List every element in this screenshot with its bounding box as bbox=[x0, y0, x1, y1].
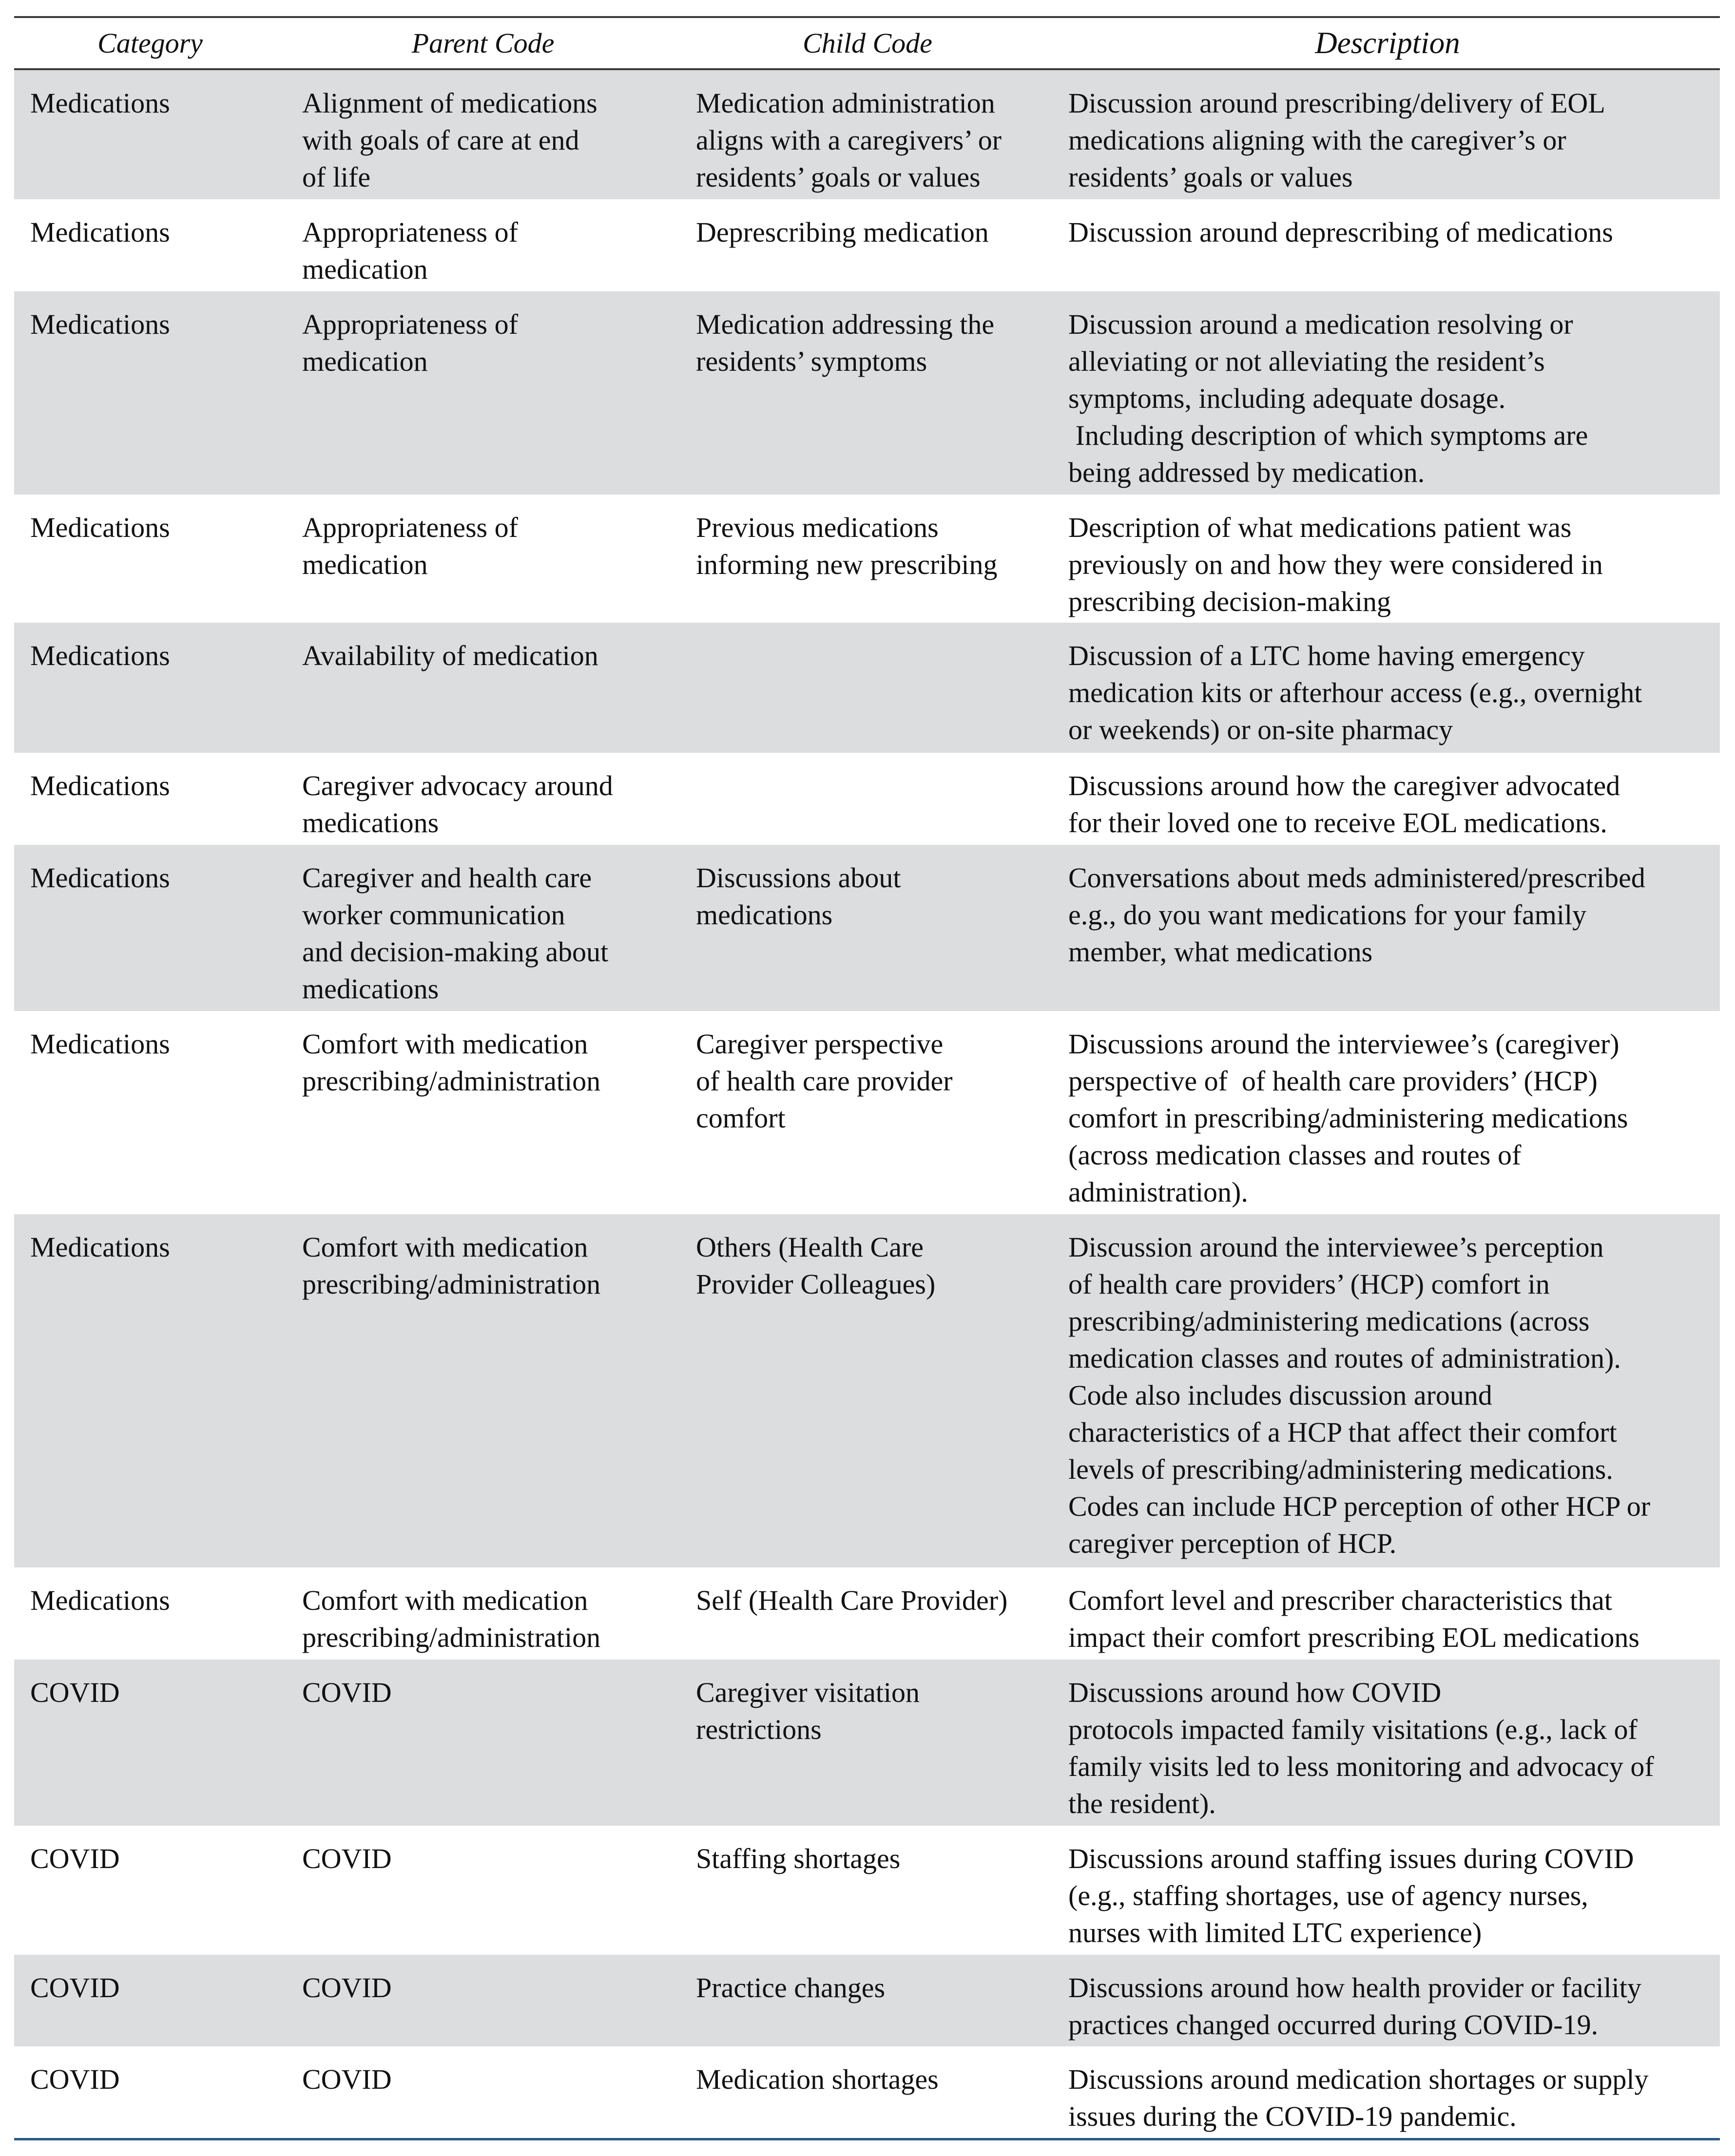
cell-line: Comfort with medication bbox=[302, 1028, 588, 1060]
cell-line: issues during the COVID-19 pandemic. bbox=[1068, 2100, 1517, 2132]
cell-line: Code also includes discussion around bbox=[1068, 1379, 1492, 1411]
cell-category bbox=[30, 1674, 120, 1711]
cell-line: restrictions bbox=[696, 1714, 822, 1745]
cell-parent-code bbox=[302, 1582, 600, 1656]
cell-line: Medication addressing the bbox=[696, 308, 995, 340]
cell-child-code bbox=[696, 1229, 935, 1303]
cell-line: Caregiver visitation bbox=[696, 1677, 920, 1708]
cell-line: medication classes and routes of administration). bbox=[1068, 1342, 1621, 1374]
cell-line: Medications bbox=[30, 216, 170, 248]
cell-line: COVID bbox=[30, 1677, 120, 1708]
cell-line: COVID bbox=[30, 1972, 120, 2003]
cell-description bbox=[1068, 1582, 1639, 1656]
cell-line: medication kits or afterhour access (e.g., overnight bbox=[1068, 677, 1642, 708]
cell-line: Caregiver and health care bbox=[302, 862, 592, 894]
cell-child-code bbox=[696, 1026, 953, 1137]
cell-line: Medications bbox=[30, 862, 170, 894]
cell-line: family visits led to less monitoring and advocacy of bbox=[1068, 1751, 1654, 1782]
cell-category bbox=[30, 767, 170, 804]
cell-line: impact their comfort prescribing EOL medications bbox=[1068, 1622, 1639, 1653]
cell-line: COVID bbox=[30, 1843, 120, 1874]
header-parent-code: Parent Code bbox=[411, 27, 555, 59]
cell-line: practices changed occurred during COVID-19. bbox=[1068, 2009, 1599, 2041]
cell-line: Practice changes bbox=[696, 1972, 886, 2003]
cell-line: Codes can include HCP perception of other HCP or bbox=[1068, 1490, 1651, 1522]
cell-description bbox=[1068, 1674, 1654, 1822]
cell-parent-code bbox=[302, 859, 608, 1008]
table-row bbox=[14, 1660, 1720, 1826]
cell-description bbox=[1068, 637, 1642, 748]
cell-line: Provider Colleagues) bbox=[696, 1268, 936, 1300]
cell-parent-code bbox=[302, 509, 518, 583]
cell-category bbox=[30, 637, 170, 674]
cell-line: Staffing shortages bbox=[696, 1843, 901, 1874]
cell-line: Discussion around the interviewee’s perception bbox=[1068, 1231, 1604, 1263]
cell-child-code bbox=[696, 509, 998, 583]
cell-category bbox=[30, 509, 170, 546]
cell-line: of life bbox=[302, 161, 371, 193]
cell-line: perspective of of health care providers’ (HCP) bbox=[1068, 1065, 1598, 1097]
cell-line: Appropriateness of bbox=[302, 308, 518, 340]
cell-line: Medications bbox=[30, 1028, 170, 1060]
cell-line: Discussion around deprescribing of medications bbox=[1068, 216, 1613, 248]
cell-line: Medication shortages bbox=[696, 2063, 939, 2095]
cell-line: informing new prescribing bbox=[696, 549, 998, 580]
table-row bbox=[14, 495, 1720, 623]
cell-line: alleviating or not alleviating the resident’s bbox=[1068, 345, 1545, 377]
table-header bbox=[14, 18, 1720, 68]
cell-description bbox=[1068, 2061, 1648, 2135]
cell-line: COVID bbox=[302, 1843, 392, 1874]
cell-description bbox=[1068, 214, 1613, 251]
cell-line: caregiver perception of HCP. bbox=[1068, 1527, 1397, 1559]
header-child-code: Child Code bbox=[803, 27, 932, 59]
cell-child-code bbox=[696, 1582, 1007, 1619]
cell-line: Medication administration bbox=[696, 87, 995, 119]
cell-child-code bbox=[696, 1969, 885, 2006]
cell-child-code bbox=[696, 306, 994, 380]
cell-child-code bbox=[696, 1840, 900, 1877]
cell-line: the resident). bbox=[1068, 1788, 1216, 1819]
cell-description bbox=[1068, 1026, 1628, 1211]
cell-line: protocols impacted family visitations (e.g., lack of bbox=[1068, 1714, 1638, 1745]
cell-line: Appropriateness of bbox=[302, 512, 518, 543]
cell-line: Description of what medications patient was bbox=[1068, 512, 1572, 543]
cell-line: (e.g., staffing shortages, use of agency nurses, bbox=[1068, 1880, 1588, 1911]
table-row bbox=[14, 70, 1720, 199]
cell-category bbox=[30, 2061, 120, 2098]
table-row bbox=[14, 199, 1720, 291]
table-row bbox=[14, 1567, 1720, 1660]
cell-category bbox=[30, 85, 170, 122]
cell-line: prescribing/administration bbox=[302, 1622, 601, 1653]
cell-parent-code bbox=[302, 1840, 392, 1877]
cell-child-code bbox=[696, 2061, 939, 2098]
cell-line: Discussions around medication shortages or supply bbox=[1068, 2063, 1649, 2095]
cell-parent-code bbox=[302, 85, 598, 196]
cell-line: characteristics of a HCP that affect their comfort bbox=[1068, 1416, 1617, 1448]
cell-child-code bbox=[696, 1674, 920, 1748]
cell-line: Caregiver advocacy around bbox=[302, 770, 613, 801]
cell-line: Caregiver perspective bbox=[696, 1028, 944, 1060]
cell-line: Medications bbox=[30, 512, 170, 543]
cell-parent-code bbox=[302, 214, 518, 288]
cell-line: medication bbox=[302, 253, 428, 285]
cell-line: Alignment of medications bbox=[302, 87, 598, 119]
cell-line: medications bbox=[302, 973, 439, 1005]
cell-parent-code bbox=[302, 1969, 392, 2006]
cell-line: Discussion around prescribing/delivery of EOL bbox=[1068, 87, 1605, 119]
cell-line: medications bbox=[302, 807, 439, 839]
table-row bbox=[14, 291, 1720, 495]
cell-category bbox=[30, 214, 170, 251]
cell-category bbox=[30, 1026, 170, 1063]
cell-line: Medications bbox=[30, 87, 170, 119]
cell-description bbox=[1068, 306, 1588, 491]
cell-line: Availability of medication bbox=[302, 640, 598, 671]
table-row bbox=[14, 1826, 1720, 1955]
cell-description bbox=[1068, 1969, 1641, 2043]
cell-line: Medications bbox=[30, 640, 170, 671]
cell-line: Discussions about bbox=[696, 862, 901, 894]
cell-line: medications bbox=[696, 899, 833, 931]
cell-category bbox=[30, 1969, 120, 2006]
codebook-table bbox=[14, 16, 1720, 2140]
table-row bbox=[14, 1955, 1720, 2046]
cell-child-code bbox=[696, 85, 1002, 196]
cell-line: Deprescribing medication bbox=[696, 216, 989, 248]
cell-parent-code bbox=[302, 1229, 600, 1303]
cell-parent-code bbox=[302, 767, 613, 841]
cell-child-code bbox=[696, 859, 901, 934]
cell-parent-code bbox=[302, 306, 518, 380]
cell-line: Discussions around how COVID bbox=[1068, 1677, 1442, 1708]
cell-line: COVID bbox=[30, 2063, 120, 2095]
cell-parent-code bbox=[302, 637, 598, 674]
table-body bbox=[14, 70, 1720, 2138]
cell-line: comfort in prescribing/administering medications bbox=[1068, 1102, 1628, 1134]
cell-line: residents’ goals or values bbox=[696, 161, 981, 193]
cell-description bbox=[1068, 859, 1645, 971]
cell-line: for their loved one to receive EOL medications. bbox=[1068, 807, 1607, 839]
cell-line: Including description of which symptoms are bbox=[1068, 420, 1588, 451]
cell-line: Conversations about meds administered/prescribed bbox=[1068, 862, 1645, 894]
table-row bbox=[14, 1214, 1720, 1567]
table-row bbox=[14, 845, 1720, 1011]
cell-line: of health care provider bbox=[696, 1065, 953, 1097]
cell-line: Others (Health Care bbox=[696, 1231, 924, 1263]
cell-line: medication bbox=[302, 345, 428, 377]
cell-line: and decision-making about bbox=[302, 936, 609, 968]
cell-line: medications aligning with the caregiver’s or bbox=[1068, 124, 1566, 156]
cell-line: member, what medications bbox=[1068, 936, 1373, 968]
cell-line: prescribing decision-making bbox=[1068, 586, 1391, 617]
cell-line: of health care providers’ (HCP) comfort in bbox=[1068, 1268, 1550, 1300]
cell-line: Self (Health Care Provider) bbox=[696, 1584, 1008, 1616]
cell-description bbox=[1068, 85, 1605, 196]
cell-line: Medications bbox=[30, 770, 170, 801]
cell-line: aligns with a caregivers’ or bbox=[696, 124, 1002, 156]
cell-line: Discussions around staffing issues during COVID bbox=[1068, 1843, 1634, 1874]
table-row bbox=[14, 2046, 1720, 2138]
cell-category bbox=[30, 1840, 120, 1877]
cell-line: (across medication classes and routes of bbox=[1068, 1139, 1522, 1171]
cell-line: medication bbox=[302, 549, 428, 580]
cell-line: Medications bbox=[30, 308, 170, 340]
cell-line: Previous medications bbox=[696, 512, 939, 543]
cell-parent-code bbox=[302, 1026, 600, 1100]
cell-line: Comfort with medication bbox=[302, 1584, 588, 1616]
cell-line: residents’ symptoms bbox=[696, 345, 927, 377]
cell-line: COVID bbox=[302, 1677, 392, 1708]
cell-description bbox=[1068, 767, 1620, 841]
cell-line: e.g., do you want medications for your family bbox=[1068, 899, 1587, 931]
cell-line: worker communication bbox=[302, 899, 565, 931]
cell-category bbox=[30, 1229, 170, 1266]
cell-line: previously on and how they were considered in bbox=[1068, 549, 1603, 580]
cell-category bbox=[30, 859, 170, 897]
cell-line: Medications bbox=[30, 1584, 170, 1616]
cell-line: prescribing/administering medications (across bbox=[1068, 1305, 1590, 1337]
cell-line: prescribing/administration bbox=[302, 1065, 601, 1097]
cell-line: Comfort with medication bbox=[302, 1231, 588, 1263]
cell-description bbox=[1068, 509, 1603, 620]
cell-line: COVID bbox=[302, 1972, 392, 2003]
cell-line: being addressed by medication. bbox=[1068, 457, 1425, 488]
cell-line: COVID bbox=[302, 2063, 392, 2095]
cell-line: Discussions around the interviewee’s (caregiver) bbox=[1068, 1028, 1619, 1060]
cell-category bbox=[30, 1582, 170, 1619]
cell-line: nurses with limited LTC experience) bbox=[1068, 1917, 1482, 1948]
cell-line: symptoms, including adequate dosage. bbox=[1068, 382, 1506, 414]
table-row bbox=[14, 1011, 1720, 1214]
header-category: Category bbox=[97, 27, 203, 59]
cell-line: with goals of care at end bbox=[302, 124, 579, 156]
cell-description bbox=[1068, 1229, 1650, 1562]
cell-parent-code bbox=[302, 1674, 392, 1711]
cell-line: Comfort level and prescriber characteristics that bbox=[1068, 1584, 1613, 1616]
cell-parent-code bbox=[302, 2061, 392, 2098]
cell-line: or weekends) or on-site pharmacy bbox=[1068, 714, 1453, 745]
cell-line: Discussion of a LTC home having emergency bbox=[1068, 640, 1585, 671]
table-bottom-rule bbox=[14, 2138, 1720, 2140]
cell-line: Discussion around a medication resolving or bbox=[1068, 308, 1573, 340]
cell-line: levels of prescribing/administering medications. bbox=[1068, 1453, 1613, 1485]
cell-line: comfort bbox=[696, 1102, 786, 1134]
cell-line: Discussions around how health provider or facility bbox=[1068, 1972, 1641, 2003]
cell-line: residents’ goals or values bbox=[1068, 161, 1353, 193]
cell-line: administration). bbox=[1068, 1176, 1248, 1208]
cell-line: prescribing/administration bbox=[302, 1268, 601, 1300]
cell-line: Appropriateness of bbox=[302, 216, 518, 248]
table-row bbox=[14, 623, 1720, 753]
cell-line: Discussions around how the caregiver advocated bbox=[1068, 770, 1620, 801]
table-row bbox=[14, 753, 1720, 845]
cell-line: Medications bbox=[30, 1231, 170, 1263]
header-description: Description bbox=[1315, 26, 1460, 60]
cell-description bbox=[1068, 1840, 1634, 1951]
cell-child-code bbox=[696, 214, 989, 251]
cell-category bbox=[30, 306, 170, 343]
